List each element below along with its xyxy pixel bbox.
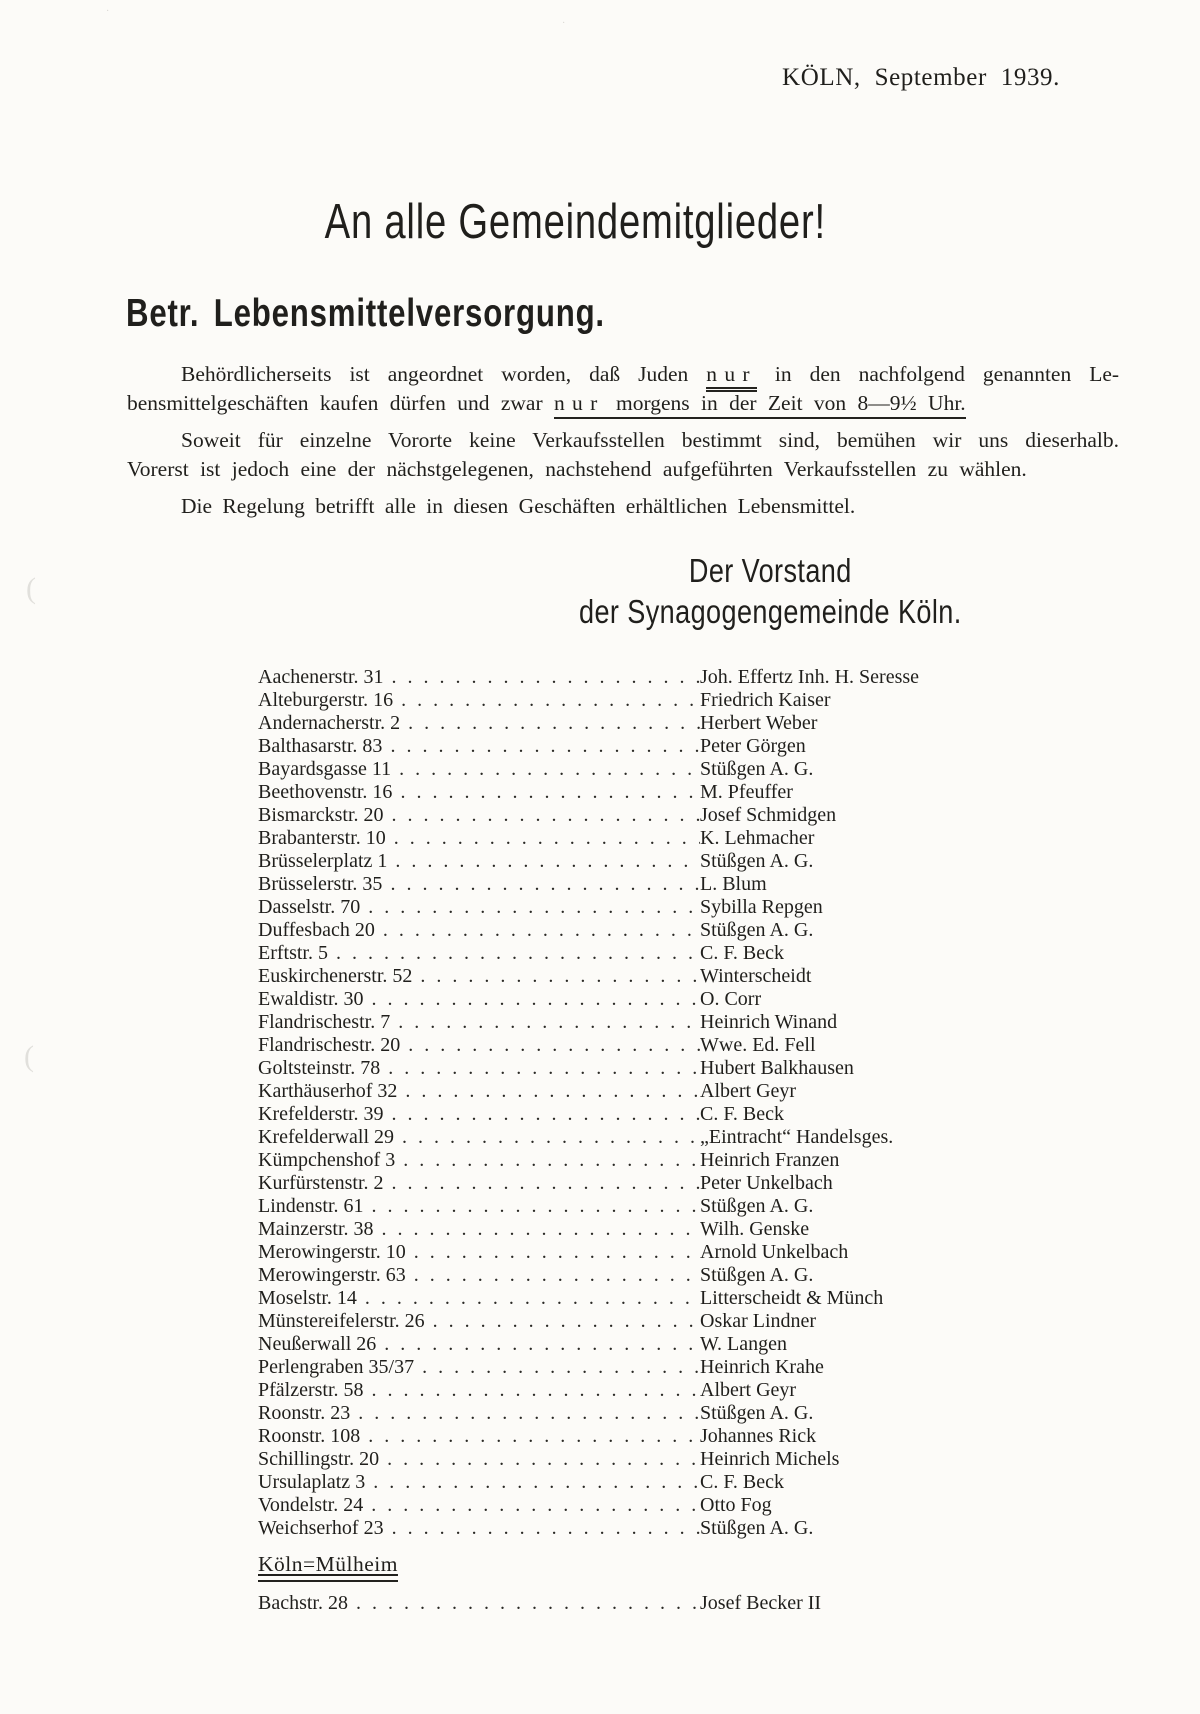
store-address: Schillingstr. 20 — [258, 1448, 380, 1470]
store-address-cell — [258, 1149, 700, 1172]
store-name: Heinrich Michels — [700, 1448, 840, 1470]
store-name: W. Langen — [700, 1333, 788, 1355]
store-name: C. F. Beck — [700, 942, 784, 964]
store-address: Goltsteinstr. 78 — [258, 1057, 381, 1079]
store-address: Lindenstr. 61 — [258, 1195, 364, 1217]
store-name: Josef Schmidgen — [700, 804, 837, 826]
store-address-cell — [258, 965, 700, 988]
store-name: Arnold Unkelbach — [700, 1241, 849, 1263]
store-address-cell — [258, 1517, 700, 1540]
dot-leader — [372, 1195, 700, 1218]
dot-leader — [394, 827, 700, 850]
store-address: Roonstr. 23 — [258, 1402, 351, 1424]
store-address-cell — [258, 988, 700, 1011]
store-address-cell — [258, 1011, 700, 1034]
store-row — [258, 1126, 1028, 1149]
store-name: Sybilla Repgen — [700, 896, 823, 918]
store-name: Peter Unkelbach — [700, 1172, 833, 1194]
store-address-cell — [258, 689, 700, 712]
dot-leader — [433, 1310, 700, 1333]
store-address-cell — [258, 1057, 700, 1080]
dot-leader — [387, 1448, 700, 1471]
store-address-cell — [258, 873, 700, 896]
store-row — [258, 1425, 1028, 1448]
subject-text: Lebensmittelversorgung. — [213, 292, 605, 335]
store-address-cell — [258, 827, 700, 850]
p1-text: bensmittelgeschäften kaufen dürfen und zwar — [127, 391, 543, 415]
store-name: Friedrich Kaiser — [700, 689, 831, 711]
store-address-cell — [258, 1264, 700, 1287]
store-row — [258, 1080, 1028, 1103]
store-row — [258, 1172, 1028, 1195]
store-address-cell — [258, 1379, 700, 1402]
store-row — [258, 1011, 1028, 1034]
body-text — [127, 360, 1119, 521]
store-name: Heinrich Krahe — [700, 1356, 824, 1378]
store-row — [258, 758, 1028, 781]
dot-leader — [392, 804, 700, 827]
dot-leader — [398, 1011, 700, 1034]
signature-line-2: der Synagogengemeinde Köln. — [578, 593, 962, 630]
dot-leader — [408, 1034, 700, 1057]
store-row — [258, 1448, 1028, 1471]
dot-leader — [392, 1103, 700, 1126]
store-name: Stüßgen A. G. — [700, 850, 814, 872]
store-address: Balthasarstr. 83 — [258, 735, 383, 757]
store-address: Vondelstr. 24 — [258, 1494, 364, 1516]
store-address: Krefelderstr. 39 — [258, 1103, 384, 1125]
dot-leader — [420, 965, 700, 988]
store-address: Aachenerstr. 31 — [258, 666, 384, 688]
dot-leader — [382, 1218, 700, 1241]
store-row — [258, 1471, 1028, 1494]
dot-leader — [401, 689, 700, 712]
store-row — [258, 896, 1028, 919]
underlined-phrase — [554, 391, 966, 419]
dot-leader — [390, 735, 700, 758]
store-name: Heinrich Franzen — [700, 1149, 840, 1171]
dot-leader — [390, 873, 700, 896]
store-name: O. Corr — [700, 988, 762, 1010]
store-row — [258, 1333, 1028, 1356]
store-address-cell — [258, 1080, 700, 1103]
section-store-list — [258, 1592, 1048, 1615]
dot-leader — [368, 1425, 700, 1448]
store-address: Brüsselerstr. 35 — [258, 873, 383, 895]
store-address-cell — [258, 666, 700, 689]
scan-artifact — [106, 6, 109, 17]
paragraph-1-line-1 — [127, 360, 1119, 389]
p1-text: in den nachfolgend genannten Le- — [774, 362, 1120, 386]
store-address: Moselstr. 14 — [258, 1287, 357, 1309]
page-title-wrap — [0, 194, 1175, 250]
store-name: Stüßgen A. G. — [700, 1402, 814, 1424]
dot-leader — [383, 919, 700, 942]
paragraph-2 — [127, 426, 1119, 484]
page-title: An alle Gemeindemitglieder! — [324, 195, 826, 249]
store-name: M. Pfeuffer — [700, 781, 793, 803]
dot-leader — [399, 758, 700, 781]
store-address: Brüsselerplatz 1 — [258, 850, 388, 872]
store-name: Joh. Effertz Inh. H. Seresse — [700, 666, 920, 688]
store-name: Hubert Balkhausen — [700, 1057, 854, 1079]
store-name: Wilh. Genske — [700, 1218, 810, 1240]
store-row — [258, 873, 1028, 896]
store-row — [258, 781, 1028, 804]
dot-leader — [422, 1356, 700, 1379]
store-address-cell — [258, 781, 700, 804]
store-address-cell — [258, 896, 700, 919]
store-address: Neußerwall 26 — [258, 1333, 377, 1355]
scan-artifact — [26, 572, 36, 606]
paragraph-2-line-2: Vorerst ist jedoch eine der nächstgelegenen, nachstehend aufgeführten Verkaufsstellen zu wählen. — [127, 457, 1027, 481]
dot-leader — [388, 1057, 700, 1080]
store-address: Kurfürstenstr. 2 — [258, 1172, 384, 1194]
store-address: Perlengraben 35/37 — [258, 1356, 415, 1378]
store-address-cell — [258, 1103, 700, 1126]
store-address-cell — [258, 712, 700, 735]
dot-leader — [358, 1402, 700, 1425]
store-address-cell — [258, 1126, 700, 1149]
store-name: Otto Fog — [700, 1494, 772, 1516]
store-row — [258, 1264, 1028, 1287]
store-row — [258, 1494, 1028, 1517]
store-address-cell — [258, 1310, 700, 1333]
store-address: Dasselstr. 70 — [258, 896, 361, 918]
store-address: Karthäuserhof 32 — [258, 1080, 398, 1102]
store-address: Krefelderwall 29 — [258, 1126, 395, 1148]
store-row — [258, 666, 1028, 689]
store-address: Euskirchenerstr. 52 — [258, 965, 413, 987]
store-address-cell — [258, 919, 700, 942]
p1-text: Behördlicherseits ist angeordnet worden, daß Juden — [181, 362, 689, 386]
dot-leader — [356, 1592, 700, 1615]
store-address-cell — [258, 1592, 700, 1615]
store-row — [258, 1517, 1028, 1540]
dot-leader — [392, 1172, 700, 1195]
store-row — [258, 1356, 1028, 1379]
store-row — [258, 827, 1028, 850]
store-address: Bachstr. 28 — [258, 1592, 348, 1614]
dot-leader — [368, 896, 700, 919]
dot-leader — [371, 1494, 700, 1517]
dot-leader — [365, 1287, 700, 1310]
store-address-cell — [258, 1172, 700, 1195]
store-address: Duffesbach 20 — [258, 919, 375, 941]
store-name: „Eintracht“ Handelsges. — [700, 1126, 894, 1148]
store-address: Ursulaplatz 3 — [258, 1471, 366, 1493]
store-address-cell — [258, 1471, 700, 1494]
store-address: Beethovenstr. 16 — [258, 781, 393, 803]
store-name: Herbert Weber — [700, 712, 818, 734]
store-address-cell — [258, 1356, 700, 1379]
store-address: Andernacherstr. 2 — [258, 712, 401, 734]
store-address-cell — [258, 1218, 700, 1241]
store-row — [258, 1592, 1048, 1615]
paragraph-1 — [127, 360, 1119, 418]
store-name: Heinrich Winand — [700, 1011, 838, 1033]
store-name: Peter Görgen — [700, 735, 806, 757]
store-name: Winterscheidt — [700, 965, 812, 987]
dot-leader — [336, 942, 700, 965]
dot-leader — [400, 781, 700, 804]
paragraph-2-line-1: Soweit für einzelne Vororte keine Verkaufsstellen bestimmt sind, bemühen wir uns dieserhalb. — [181, 428, 1119, 452]
store-name: Albert Geyr — [700, 1379, 797, 1401]
section-heading: Köln=Mülheim — [258, 1552, 398, 1582]
store-row — [258, 1057, 1028, 1080]
store-row — [258, 735, 1028, 758]
store-row — [258, 1103, 1028, 1126]
nur-underlined: nur — [706, 362, 757, 392]
store-address: Bayardsgasse 11 — [258, 758, 392, 780]
store-row — [258, 689, 1028, 712]
nur-underlined: nur — [554, 391, 605, 415]
dot-leader — [372, 1379, 700, 1402]
store-address: Flandrischestr. 7 — [258, 1011, 391, 1033]
store-name: Stüßgen A. G. — [700, 758, 814, 780]
paragraph-3-line-1: Die Regelung betrifft alle in diesen Geschäften erhältlichen Lebensmittel. — [181, 494, 856, 518]
store-name: K. Lehmacher — [700, 827, 815, 849]
store-address: Flandrischestr. 20 — [258, 1034, 401, 1056]
scan-artifact — [562, 18, 565, 29]
store-row — [258, 1195, 1028, 1218]
store-address: Münstereifelerstr. 26 — [258, 1310, 425, 1332]
dot-leader — [408, 712, 700, 735]
store-name: Stüßgen A. G. — [700, 1195, 814, 1217]
store-name: Oskar Lindner — [700, 1310, 817, 1332]
store-row — [258, 1287, 1028, 1310]
store-address-cell — [258, 735, 700, 758]
store-name: C. F. Beck — [700, 1471, 784, 1493]
store-address-cell — [258, 1448, 700, 1471]
dot-leader — [384, 1333, 700, 1356]
store-address: Kümpchenshof 3 — [258, 1149, 396, 1171]
store-row — [258, 1149, 1028, 1172]
store-name: Johannes Rick — [700, 1425, 817, 1447]
store-address-cell — [258, 1287, 700, 1310]
store-name: Stüßgen A. G. — [700, 919, 814, 941]
store-address-cell — [258, 1425, 700, 1448]
store-row — [258, 712, 1028, 735]
store-address: Merowingerstr. 63 — [258, 1264, 406, 1286]
store-row — [258, 1034, 1028, 1057]
store-row — [258, 1310, 1028, 1333]
store-address-cell — [258, 1333, 700, 1356]
store-address: Ewaldistr. 30 — [258, 988, 364, 1010]
store-row — [258, 965, 1028, 988]
store-row — [258, 850, 1028, 873]
store-address-cell — [258, 1402, 700, 1425]
store-list — [258, 666, 1028, 1540]
paragraph-3 — [127, 492, 1119, 521]
store-address-cell — [258, 804, 700, 827]
store-address-cell — [258, 1034, 700, 1057]
scan-artifact — [24, 1040, 34, 1074]
dot-leader — [402, 1126, 700, 1149]
store-name: Albert Geyr — [700, 1080, 797, 1102]
paragraph-1-line-2 — [127, 389, 1119, 418]
store-address-cell — [258, 1494, 700, 1517]
store-row — [258, 1379, 1028, 1402]
dot-leader — [414, 1241, 700, 1264]
store-row — [258, 1218, 1028, 1241]
store-row — [258, 1402, 1028, 1425]
store-row — [258, 1241, 1028, 1264]
dot-leader — [392, 1517, 700, 1540]
store-address: Bismarckstr. 20 — [258, 804, 384, 826]
dot-leader — [395, 850, 700, 873]
signature-block — [490, 550, 1050, 632]
store-name: Stüßgen A. G. — [700, 1517, 814, 1539]
dot-leader — [392, 666, 700, 689]
store-address: Erftstr. 5 — [258, 942, 328, 964]
store-address: Merowingerstr. 10 — [258, 1241, 406, 1263]
subject-label: Betr. — [126, 292, 200, 335]
store-address-cell — [258, 1195, 700, 1218]
dateline: KÖLN, September 1939. — [782, 64, 1060, 91]
store-name: Wwe. Ed. Fell — [700, 1034, 816, 1056]
store-address: Mainzerstr. 38 — [258, 1218, 374, 1240]
store-address: Roonstr. 108 — [258, 1425, 361, 1447]
store-address-cell — [258, 1241, 700, 1264]
store-address-cell — [258, 942, 700, 965]
store-name: Stüßgen A. G. — [700, 1264, 814, 1286]
dot-leader — [372, 988, 700, 1011]
store-name: Litterscheidt & Münch — [700, 1287, 884, 1309]
subject-line — [126, 292, 725, 336]
store-name: Josef Becker II — [700, 1592, 822, 1614]
store-row — [258, 919, 1028, 942]
section-heading-wrap — [258, 1552, 398, 1582]
dot-leader — [373, 1471, 700, 1494]
signature-line-1: Der Vorstand — [688, 552, 852, 589]
store-address: Alteburgerstr. 16 — [258, 689, 394, 711]
store-address-cell — [258, 850, 700, 873]
store-row — [258, 988, 1028, 1011]
dot-leader — [403, 1149, 700, 1172]
store-address-cell — [258, 758, 700, 781]
store-address: Weichserhof 23 — [258, 1517, 384, 1539]
dot-leader — [405, 1080, 700, 1103]
store-name: L. Blum — [700, 873, 767, 895]
store-row — [258, 942, 1028, 965]
store-address: Pfälzerstr. 58 — [258, 1379, 364, 1401]
store-name: C. F. Beck — [700, 1103, 784, 1125]
p1-text: morgens in der Zeit von 8—9½ Uhr. — [615, 391, 966, 415]
store-address: Brabanterstr. 10 — [258, 827, 386, 849]
store-row — [258, 804, 1028, 827]
dot-leader — [414, 1264, 700, 1287]
